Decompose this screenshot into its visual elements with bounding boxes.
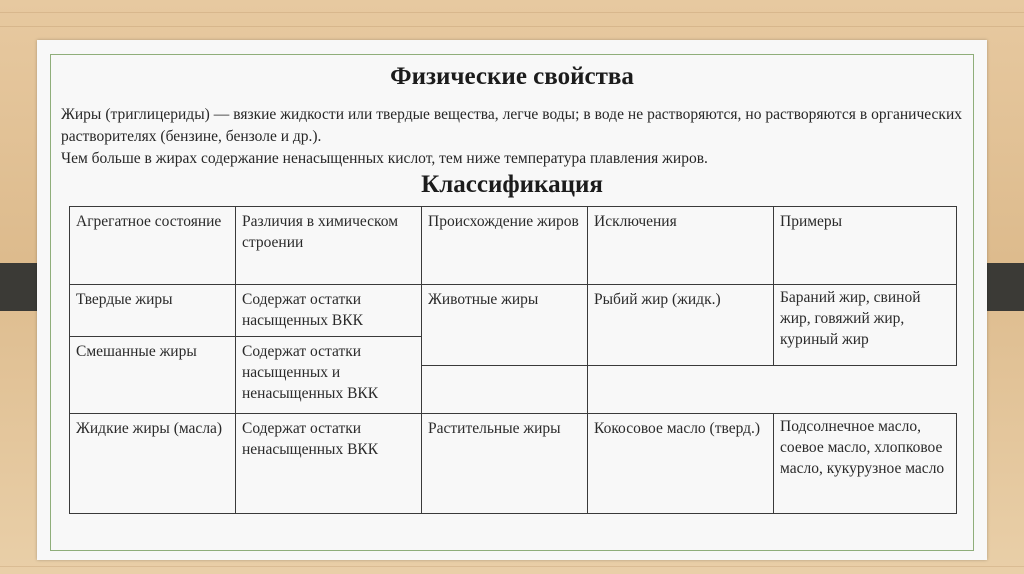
cell-structure: Содержат остатки насыщенных и ненасыщенных ВКК xyxy=(236,337,422,414)
table-header-row xyxy=(70,207,957,285)
cell-exception: Рыбий жир (жидк.) xyxy=(588,285,774,366)
cell-state: Смешанные жиры xyxy=(70,337,236,414)
cell-examples: Подсолнечное масло, соевое масло, хлопковое масло, кукурузное масло xyxy=(774,414,957,514)
cell-origin: Животные жиры xyxy=(422,285,588,366)
header-cell: Агрегатное состояние xyxy=(70,207,236,285)
paragraph-1: Жиры (триглицериды) — вязкие жидкости или твердые вещества, легче воды; в воде не растворяются, но растворяются в органических растворителях (бензине, бензоле и др.). xyxy=(61,106,962,145)
slide xyxy=(37,40,987,560)
header-cell: Примеры xyxy=(774,207,957,285)
cell-state: Жидкие жиры (масла) xyxy=(70,414,236,514)
cell-structure: Содержат остатки ненасыщенных ВКК xyxy=(236,414,422,514)
header-cell: Различия в химическом строении xyxy=(236,207,422,285)
cell-exception: Кокосовое масло (тверд.) xyxy=(588,414,774,514)
classification-table xyxy=(69,206,957,514)
cell-state: Твердые жиры xyxy=(70,285,236,337)
empty-cell xyxy=(422,366,588,414)
paragraph-2: Чем больше в жирах содержание ненасыщенных кислот, тем ниже температура плавления жиров. xyxy=(61,150,708,167)
header-cell: Происхождение жиров xyxy=(422,207,588,285)
page-title: Физические свойства xyxy=(390,63,634,90)
cell-origin: Растительные жиры xyxy=(422,414,588,514)
cell-examples: Бараний жир, свиной жир, говяжий жир, куриный жир xyxy=(774,285,957,366)
table-row xyxy=(70,414,957,514)
cell-structure: Содержат остатки насыщенных ВКК xyxy=(236,285,422,337)
subtitle: Классификация xyxy=(421,171,603,198)
header-cell: Исключения xyxy=(588,207,774,285)
table-row xyxy=(70,285,957,337)
